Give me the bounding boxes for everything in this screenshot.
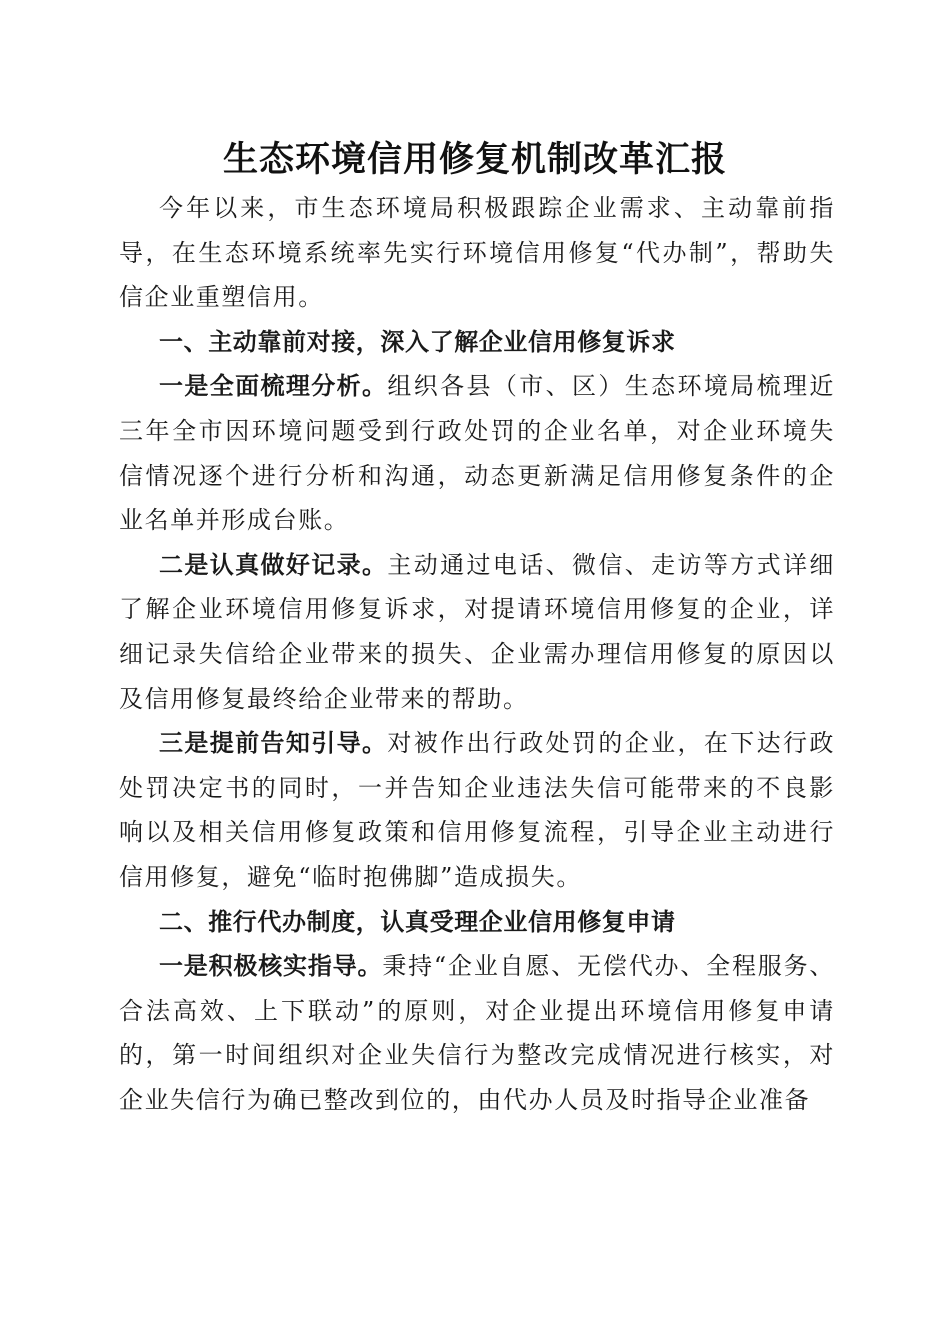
item-text: 对被作出行政处罚的企业，在下达行政处罚决定书的同时，一并告知企业违法失信可能带来的不良影响以及相关信用修复政策和信用修复流程，引导企业主动进行信用修复，避免“临时抱佛脚”造成损失。 — [119, 729, 835, 891]
document-title: 生态环境信用修复机制改革汇报 — [222, 139, 727, 180]
section-1-item-1 — [119, 364, 835, 542]
item-text: 主动通过电话、微信、走访等方式详细了解企业环境信用修复诉求，对提请环境信用修复的企业，详细记录失信给企业带来的损失、企业需办理信用修复的原因以及信用修复最终给企业带来的帮助。 — [119, 550, 835, 713]
section-1-item-3 — [119, 721, 835, 899]
item-lead: 一是全面梳理分析。 — [159, 372, 388, 401]
intro-paragraph: 今年以来，市生态环境局积极跟踪企业需求、主动靠前指导，在生态环境系统率先实行环境信用修复“代办制”，帮助失信企业重塑信用。 — [119, 194, 835, 312]
item-lead: 三是提前告知引导。 — [159, 729, 388, 758]
item-text: 组织各县（市、区）生态环境局梳理近三年全市因环境问题受到行政处罚的企业名单，对企业环境失信情况逐个进行分析和沟通，动态更新满足信用修复条件的企业名单并形成台账。 — [119, 372, 835, 535]
section-heading-2: 二、推行代办制度，认真受理企业信用修复申请 — [159, 907, 676, 936]
document-body — [119, 186, 835, 1122]
item-lead: 二是认真做好记录。 — [159, 550, 388, 579]
section-1-item-2 — [119, 543, 835, 721]
item-lead: 一是积极核实指导。 — [159, 952, 383, 981]
section-2-item-1 — [119, 944, 835, 1122]
section-heading-1: 一、主动靠前对接，深入了解企业信用修复诉求 — [159, 327, 676, 356]
item-text: 秉持“企业自愿、无偿代办、全程服务、合法高效、上下联动”的原则，对企业提出环境信用修复申请的，第一时间组织对企业失信行为整改完成情况进行核实，对企业失信行为确已整改到位的，由代办人员及时指导企业准备 — [119, 952, 835, 1114]
